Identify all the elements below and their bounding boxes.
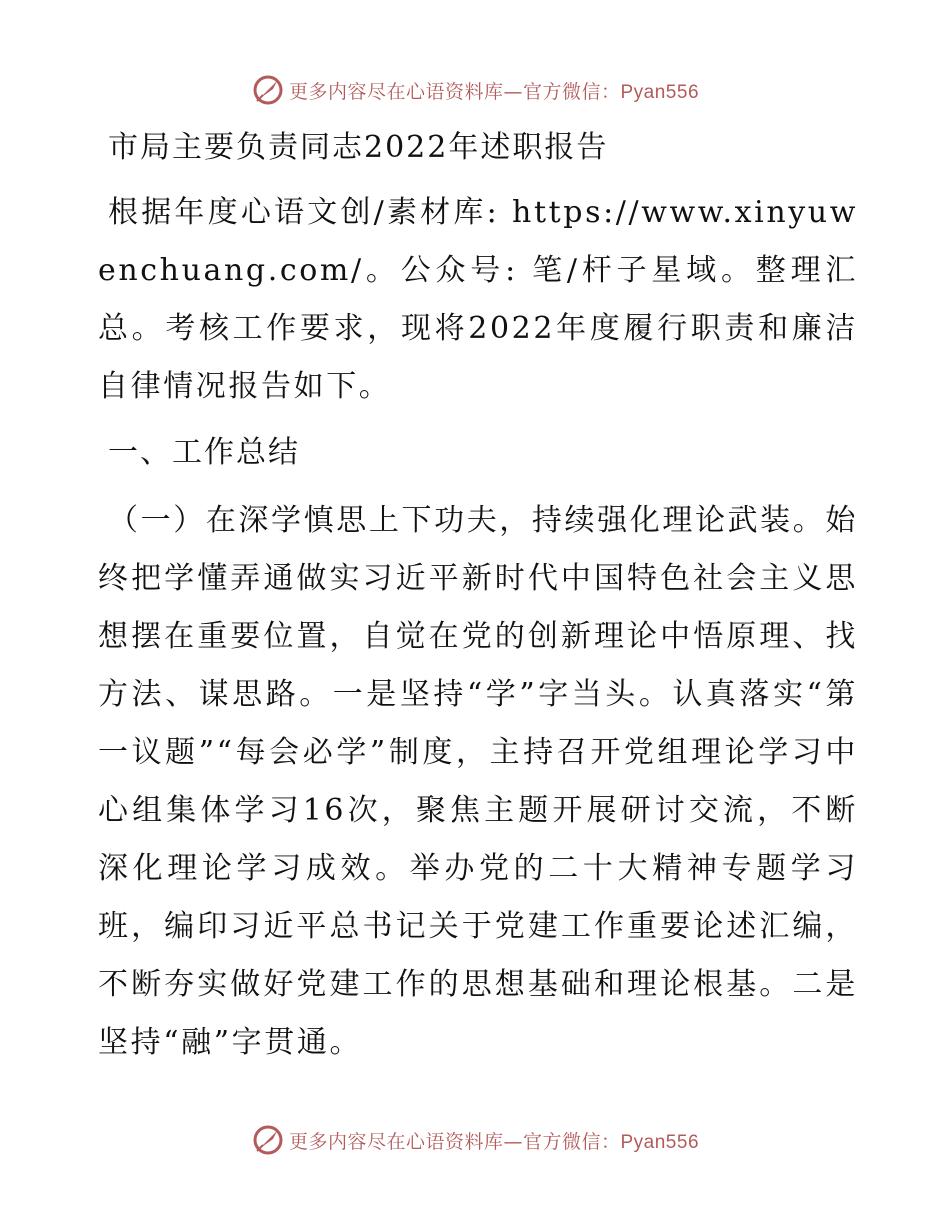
quill-pen-circle-icon <box>251 1123 285 1157</box>
watermark-wechat-label: 官方微信： <box>522 1130 621 1153</box>
subsection-paragraph: （一）在深学慎思上下功夫，持续强化理论武装。始终把学懂弄通做实习近平新时代中国特色社会主义思想摆在重要位置，自觉在党的创新理论中悟原理、找方法、谋思路。一是坚持“学”字当头。认真落实“第一议题”“每会必学”制度，主持召开党组理论学习中心组集体学习16次，聚焦主题开展研讨交流，不断深化理论学习成效。举办党的二十大精神专题学习班，编印习近平总书记关于党建工作重要论述汇编，不断夯实做好党建工作的思想基础和理论根基。二是坚持“融”字贯通。 <box>98 503 858 1060</box>
document-title: 市局主要负责同志2022年述职报告 <box>108 130 609 165</box>
watermark-banner-bottom <box>0 1120 950 1160</box>
watermark-account: Pyan556 <box>620 81 700 103</box>
watermark-text-bottom <box>289 1127 699 1154</box>
watermark-banner-top <box>0 70 950 110</box>
watermark-text-top <box>289 77 699 104</box>
watermark-main-text: 更多内容尽在心语资料库 <box>288 80 504 103</box>
section-heading: 一、工作总结 <box>108 435 300 470</box>
quill-pen-circle-icon <box>251 73 285 107</box>
watermark-separator: — <box>503 80 523 103</box>
document-body <box>98 120 858 1072</box>
intro-paragraph: 根据年度心语文创/素材库: https://www.xinyuwenchuang.com/。公众号: 笔/杆子星域。整理汇总。考核工作要求，现将2022年度履行职责和廉洁自律情况报告如下。 <box>98 195 858 404</box>
watermark-main-text: 更多内容尽在心语资料库 <box>288 1130 504 1153</box>
watermark-wechat-label: 官方微信： <box>522 80 621 103</box>
watermark-account: Pyan556 <box>620 1131 700 1153</box>
watermark-separator: — <box>503 1130 523 1153</box>
